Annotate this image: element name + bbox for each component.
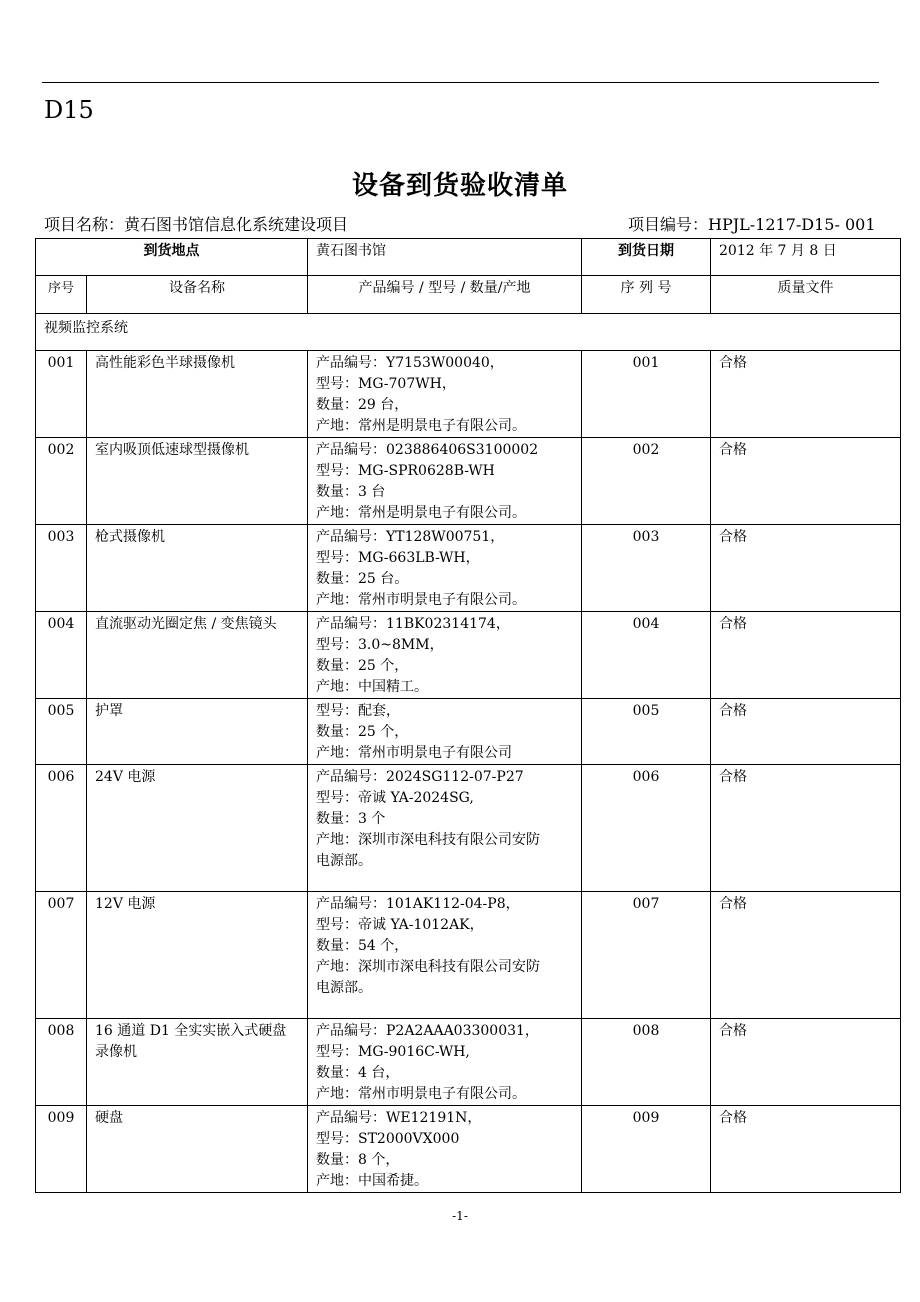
detail-line: 产品编号：2024SG112-07-P27 xyxy=(316,769,524,785)
detail-line: 型号：帝诚 YA-2024SG, xyxy=(316,790,474,806)
table-row xyxy=(36,525,901,612)
product-details xyxy=(308,1019,582,1106)
detail-line: 数量：54 个， xyxy=(316,938,409,954)
product-details xyxy=(308,351,582,438)
detail-line: 产地：深圳市深电科技有限公司安防 xyxy=(316,959,540,975)
serial-number: 009 xyxy=(582,1106,711,1193)
row-number: 004 xyxy=(36,612,87,699)
column-header-row xyxy=(36,276,901,314)
date-label: 到货日期 xyxy=(582,239,711,276)
serial-number: 005 xyxy=(582,699,711,765)
detail-line: 电源部。 xyxy=(316,853,372,869)
detail-line: 型号：帝诚 YA-1012AK， xyxy=(316,917,484,933)
detail-line: 产地：中国希捷。 xyxy=(316,1173,428,1189)
device-name: 枪式摄像机 xyxy=(87,525,308,612)
device-name: 24V 电源 xyxy=(87,765,308,892)
product-details xyxy=(308,438,582,525)
header-rule xyxy=(42,82,879,83)
detail-line: 产品编号：023886406S3100002 xyxy=(316,442,539,458)
project-number: 项目编号：HPJL-1217-D15- 001 xyxy=(628,215,876,234)
detail-line: 产品编号：P2A2AAA03300031， xyxy=(316,1023,539,1039)
detail-line: 产地：常州市明景电子有限公司。 xyxy=(316,592,526,608)
column-header: 序 列 号 xyxy=(582,276,711,314)
page-number: -1- xyxy=(452,1209,468,1223)
table-row xyxy=(36,1106,901,1193)
row-number: 009 xyxy=(36,1106,87,1193)
column-header: 产品编号 / 型号 / 数量/产地 xyxy=(308,276,582,314)
acceptance-table xyxy=(35,238,901,1193)
product-details xyxy=(308,892,582,1019)
table-row xyxy=(36,438,901,525)
serial-number: 002 xyxy=(582,438,711,525)
column-header: 序号 xyxy=(36,276,87,314)
date-value: 2012 年 7 月 8 日 xyxy=(711,239,901,276)
detail-line: 数量：3 台 xyxy=(316,484,386,500)
row-number: 007 xyxy=(36,892,87,1019)
table-row xyxy=(36,892,901,1019)
table-row xyxy=(36,351,901,438)
table-row xyxy=(36,699,901,765)
row-number: 006 xyxy=(36,765,87,892)
section-title: 视频监控系统 xyxy=(36,314,901,351)
detail-line: 数量：25 台。 xyxy=(316,571,409,587)
table-row xyxy=(36,765,901,892)
row-number: 005 xyxy=(36,699,87,765)
detail-line: 数量：8 个， xyxy=(316,1152,400,1168)
info-row xyxy=(36,239,901,276)
document-code: D15 xyxy=(44,96,94,124)
serial-number: 003 xyxy=(582,525,711,612)
quality-document: 合格 xyxy=(711,351,901,438)
device-name: 护罩 xyxy=(87,699,308,765)
detail-line: 产品编号：WE12191N， xyxy=(316,1110,482,1126)
project-name: 项目名称：黄石图书馆信息化系统建设项目 xyxy=(44,215,349,234)
location-label: 到货地点 xyxy=(36,239,308,276)
detail-line: 型号：MG-663LB-WH， xyxy=(316,550,480,566)
detail-line: 产地：常州市明景电子有限公司 xyxy=(316,745,512,761)
product-details xyxy=(308,699,582,765)
column-header: 质量文件 xyxy=(711,276,901,314)
row-number: 002 xyxy=(36,438,87,525)
quality-document: 合格 xyxy=(711,612,901,699)
product-details xyxy=(308,765,582,892)
detail-line: 型号：3.0~8MM， xyxy=(316,637,444,653)
detail-line: 数量：25 个， xyxy=(316,724,409,740)
product-details xyxy=(308,1106,582,1193)
column-header: 设备名称 xyxy=(87,276,308,314)
serial-number: 007 xyxy=(582,892,711,1019)
detail-line: 产品编号：101AK112-04-P8， xyxy=(316,896,520,912)
detail-line: 数量：3 个 xyxy=(316,811,386,827)
detail-line: 型号：ST2000VX000 xyxy=(316,1131,460,1147)
detail-line: 型号：配套， xyxy=(316,703,400,719)
serial-number: 008 xyxy=(582,1019,711,1106)
detail-line: 产品编号：11BK02314174， xyxy=(316,616,510,632)
table-row xyxy=(36,612,901,699)
device-name: 16 通道 D1 全实实嵌入式硬盘录像机 xyxy=(87,1019,308,1106)
page-title: 设备到货验收清单 xyxy=(351,171,568,201)
location-value: 黄石图书馆 xyxy=(308,239,582,276)
detail-line: 产地：常州是明景电子有限公司。 xyxy=(316,505,526,521)
quality-document: 合格 xyxy=(711,699,901,765)
serial-number: 001 xyxy=(582,351,711,438)
detail-line: 型号：MG-9016C-WH, xyxy=(316,1044,470,1060)
device-name: 硬盘 xyxy=(87,1106,308,1193)
quality-document: 合格 xyxy=(711,1106,901,1193)
row-number: 001 xyxy=(36,351,87,438)
device-name: 高性能彩色半球摄像机 xyxy=(87,351,308,438)
detail-line: 产品编号：Y7153W00040， xyxy=(316,355,504,371)
product-details xyxy=(308,612,582,699)
row-number: 008 xyxy=(36,1019,87,1106)
quality-document: 合格 xyxy=(711,892,901,1019)
serial-number: 006 xyxy=(582,765,711,892)
detail-line: 型号：MG-SPR0628B-WH xyxy=(316,463,495,479)
serial-number: 004 xyxy=(582,612,711,699)
detail-line: 产品编号：YT128W00751， xyxy=(316,529,505,545)
device-name: 12V 电源 xyxy=(87,892,308,1019)
section-row xyxy=(36,314,901,351)
detail-line: 产地：深圳市深电科技有限公司安防 xyxy=(316,832,540,848)
detail-line: 数量：25 个， xyxy=(316,658,409,674)
detail-line: 产地：中国精工。 xyxy=(316,679,428,695)
table-row xyxy=(36,1019,901,1106)
detail-line: 数量：29 台， xyxy=(316,397,409,413)
quality-document: 合格 xyxy=(711,765,901,892)
quality-document: 合格 xyxy=(711,438,901,525)
detail-line: 产地：常州市明景电子有限公司。 xyxy=(316,1086,526,1102)
detail-line: 产地：常州是明景电子有限公司。 xyxy=(316,418,526,434)
quality-document: 合格 xyxy=(711,1019,901,1106)
row-number: 003 xyxy=(36,525,87,612)
product-details xyxy=(308,525,582,612)
device-name: 室内吸顶低速球型摄像机 xyxy=(87,438,308,525)
detail-line: 数量：4 台， xyxy=(316,1065,400,1081)
quality-document: 合格 xyxy=(711,525,901,612)
detail-line: 型号：MG-707WH， xyxy=(316,376,456,392)
device-name: 直流驱动光圈定焦 / 变焦镜头 xyxy=(87,612,308,699)
detail-line: 电源部。 xyxy=(316,980,372,996)
